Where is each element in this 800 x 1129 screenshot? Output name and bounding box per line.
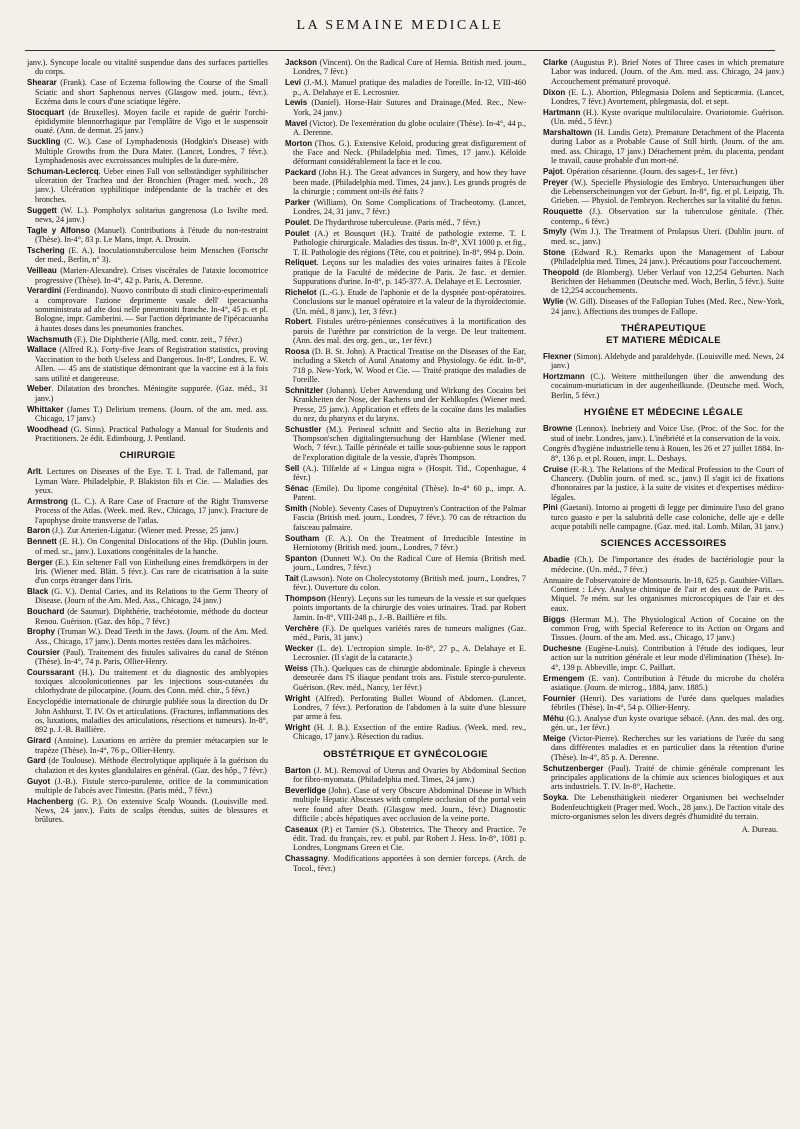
- entry-author: Weber: [27, 384, 52, 394]
- entry-author: Schustler: [285, 424, 322, 434]
- entry-text: (Henri). Des variations de l'urée dans quelques maladies fébriles (Thèse). In-4°, 54 p. Ollier-Henry.: [551, 693, 784, 713]
- entry-author: Bouchard: [27, 607, 65, 617]
- bibliography-entry: [285, 464, 526, 483]
- entry-author: Bennett: [27, 537, 57, 547]
- entry-text: (L. de). L'ectropion simple. In-8°, 27 p., A. Delahaye et E. Lecrosnier. (Il s'agit de la cataracte.): [293, 643, 526, 663]
- bibliography-entry: [27, 58, 268, 77]
- bibliography-entry: [285, 786, 526, 823]
- entry-text: (Edward R.). Remarks upon the Management of Labour (Philadelphia med. Times, 24 janv.). Précautions pour l'accouchement.: [551, 247, 784, 266]
- entry-author: Arlt: [27, 467, 41, 477]
- bibliography-entry: [27, 797, 268, 825]
- entry-text: Annuaire de l'observatoire de Montsouris. In-18, 625 p. Gauthier-Villars. Contient : Lévy. Analyse chimique de l'air et des eaux de Paris. — Miquel. 7e mém. sur les organismes microscopiques de l'air et des eaux.: [543, 575, 784, 613]
- entry-text: (Ch.). De l'importance des études de bactériologie pour la médecine. (Un. méd., 7 févr.): [551, 555, 784, 574]
- section-heading: HYGIÈNE ET MÉDECINE LÉGALE: [583, 407, 744, 419]
- entry-author: Wright: [285, 693, 311, 703]
- bibliography-entry: [285, 98, 526, 117]
- bibliography-entry: [543, 108, 784, 127]
- entry-author: Chassagny: [285, 854, 328, 864]
- entry-author: Cruise: [543, 464, 568, 474]
- entry-author: Veilleau: [27, 266, 57, 276]
- entry-text: (G.). Analyse d'un kyste ovarique sébacé. (Ann. des mal. des org. gén. ur., 1er févr.): [551, 713, 784, 733]
- entry-author: Hartmann: [543, 107, 581, 117]
- bibliography-entry: [285, 574, 526, 593]
- entry-text: (de Saumur). Diphthérie, trachéotomie, méthode du docteur Renou. Guérison. (Gaz. des hôp., 7 févr.): [35, 607, 268, 626]
- entry-text: (Vincent). On the Radical Cure of Hernia. British med. journ., Londres, 7 févr.): [293, 58, 526, 77]
- entry-text: (F.-R.). The Relations of the Medical Profession to the Court of Chancery. (Dublin journ. of med. sc., janv.) Il s'agit ici de fixations d'honoraires par la justice, à la suite de visites et d'expertises médico-légales.: [551, 464, 784, 502]
- entry-author: Armstrong: [27, 496, 68, 506]
- entry-author: Southam: [285, 533, 320, 543]
- entry-text: (Herman M.). The Physiological Action of Cocaine on the common Frog, with Special Reference to its Action on Organs and Tissues. (Journ. of the am. Med. ass., Chicago, 17 janv.): [551, 614, 784, 643]
- entry-author: Tagle y Alfonso: [27, 225, 91, 235]
- entry-author: Hortzmann: [543, 372, 585, 382]
- entry-author: Fournier: [543, 693, 576, 703]
- bibliography-entry: [543, 793, 784, 821]
- bibliography-entry: [543, 576, 784, 613]
- entry-text: (Victor). De l'exentération du globe oculaire (Thèse). In-4°, 44 p., A. Derenne.: [293, 118, 526, 137]
- bibliography-entry: [543, 352, 784, 371]
- entry-text: (G. Sims). Practical Pathology a Manual for Students and Practitioners. 2e édit. Edimbourg, J. Pentland.: [35, 424, 268, 444]
- entry-text: (Paul). Traité de chimie générale comprenant les principales applications de la chimie aux sciences biologiques et aux arts industriels. T. IV. In-8°, Hachette.: [551, 763, 784, 792]
- entry-text: (J. M.). Removal of Uterus and Ovaries by Abdominal Section for fibro-myomata. (Philadelphia med. Times, 24 janv.): [293, 765, 526, 785]
- entry-author: Wachsmuth: [27, 334, 73, 344]
- bibliography-entry: [27, 587, 268, 606]
- bibliography-entry: [27, 266, 268, 285]
- entry-author: Tait: [285, 573, 299, 583]
- entry-text: (D. B. St. John). A Practical Treatise on the Diseases of the Ear, including a Sketch of Aural Anatomy and Physiology. 6e édit. In-8°, 718 p. New-York, W. Wood et Cie. — Traité pratique des maladies de l'oreille.: [293, 346, 526, 384]
- entry-text: (Gaetani). Intorno ai progetti di legge per diminuire l'uso del grano turco guasto e per la salubrità delle case coloniche, delle aje e delle acque potabili nelle campagne. (Gaz. med. ital. Lomb. Milan, 31 janv.): [551, 503, 784, 532]
- entry-author: Soyka: [543, 793, 567, 803]
- entry-text: . Fistules urétro-péniennes consécutives à la mortification des parois de l'urèthre par constriction de la verge. De leur traitement. (Ann. des mal. des org. gen., ur., 1er févr.): [293, 317, 526, 346]
- bibliography-entry: [543, 503, 784, 531]
- entry-text: janv.). Syncope locale ou vitalité suspendue dans des surfaces partielles du corps.: [27, 58, 268, 77]
- entry-author: Brophy: [27, 627, 55, 637]
- entry-text: (E. H.). On Congenital Dislocations of the Hip. (Dublin journ. of med. sc., janv.). Luxations congénitales de la hanche.: [35, 537, 268, 556]
- entry-text: (J.-B.). Fistule sterco-purulente, orifice de la communication multiple de l'abcès avec l'intestin. (Paris méd., 7 févr.): [35, 776, 268, 795]
- entry-text: (Daniel). Horse-Hair Sutures and Drainage.(Med. Rec., New-York, 24 janv.): [293, 98, 526, 117]
- entry-author: Baron: [27, 526, 51, 536]
- entry-text: (H. J. B.). Exsection of the entire Radius. (Week. med. rev., Chicago, 17 janv.). Résection du radius.: [293, 723, 526, 742]
- entry-text: . Modifications apportées à son dernier forceps. (Arch. de Tocol., févr.): [293, 854, 526, 873]
- bibliography-entry: [543, 207, 784, 226]
- bibliography-entry: [27, 167, 268, 204]
- entry-author: Ermengem: [543, 673, 585, 683]
- entry-author: Verchère: [285, 623, 319, 633]
- bibliography-entry: [285, 347, 526, 384]
- entry-author: Shearar: [27, 78, 57, 88]
- section-heading: SCIENCES ACCESSOIRES: [600, 538, 727, 550]
- entry-author: Gard: [27, 756, 46, 766]
- bibliography-entry: [27, 558, 268, 586]
- entry-text: (E. van). Contribution à l'étude du microbe du choléra asiatique. (Journ. de microg., 1884, janv. 1885.): [551, 673, 784, 692]
- entry-text: (A.). Tilfælde af « Lingua nigra » (Hospit. Tid., Copenhague, 4 févr.): [293, 463, 526, 482]
- bibliography-entry: [285, 644, 526, 663]
- bibliography-entry: [285, 624, 526, 643]
- entry-author: Clarke: [543, 58, 568, 67]
- entry-author: Stone: [543, 247, 566, 257]
- entry-text: (E. L.). Abortion, Phlegmasia Dolens and Septicæmia. (Lancet, Londres, 7 févr.) Avortement, phlegmasia, dol. et sept.: [551, 87, 784, 106]
- entry-text: . Lectures on Diseases of the Eye. T. I. Trad. de l'allemand, par Lyman Ware. Philadelphie, P. Blakiston fils et Cie. — Maladies des yeux.: [35, 467, 268, 496]
- entry-text: (Alfred). Perforating Bullet Wound of Abdomen. (Lancet, Londres, 7 févr.). Perforation de l'abdomen à la suite d'une blessure par arme à feu.: [293, 693, 526, 722]
- entry-text: (L.-G.). Etude de l'aphonie et de la dyspnée post-opératoires. Conclusions sur le manuel opératoire et la valeur de la thyroïdectomie. (Un. méd., 8 janv.), 1er, 3 févr.): [293, 287, 526, 316]
- entry-text: (Alfred R.). Forty-five Jears of Registration statistics, proving Vaccination to the both Useless and Dangerous. In-8°, Londres, E. W. Allen. — 45 ans de statistique démontrant que la vaccine est à la fois sans utilité et dangereuse.: [35, 345, 268, 383]
- bibliography-entry: [543, 167, 784, 176]
- entry-author: Smith: [285, 503, 308, 513]
- bibliography-entry: [543, 644, 784, 672]
- bibliography-entry: [285, 317, 526, 345]
- entry-text: Encyclopédie internationale de chirurgie publiée sous la direction du Dr John Ashhurst. T. IV. Os et articulations. (Fractures, inflammations des os, luxations, maladies des articulations, résections et tumeurs). In-8°, 892 p. J.-B. Baillière.: [27, 697, 268, 735]
- entry-author: Wallace: [27, 345, 57, 355]
- bibliography-entry: [285, 504, 526, 532]
- bibliography-entry: [285, 664, 526, 692]
- bibliography-entry: [27, 137, 268, 165]
- entry-text: (C.). Weitere mittheilungen über die anwendung des cocainum-muriaticum in der augenheilkunde. (Deutsche med. Woch, Berlin, 5 févr.): [551, 372, 784, 400]
- entry-text: (F.). Die Diphtherie (Allg. med. contr. zeit., 7 févr.): [72, 334, 243, 344]
- entry-text: (G. V.). Dental Caries, and its Relations to the Germ Theory of Disease. (Journ of the Am. Med. Ass., Chicago, 24 janv.): [35, 587, 268, 606]
- bibliography-entry: [285, 288, 526, 316]
- entry-text: (M.). Perineal schnitt and Sectio alta in Beziehung zur Thompson'schen digitalingtersuchung der Harnblase (Wiener med. Woch, 7 févr.). Taille périnéale et taille sous-pubienne sous le rapport de l'exploration digitale de la vessie, d'après Thompson.: [293, 424, 526, 462]
- entry-text: (Augustus P.). Brief Notes of Three cases in which premature Labor was induced. (Journ. of the Am. med. ass. Chicago, 24 janv.) Accouchement prématuré provoqué.: [551, 58, 784, 86]
- bibliography-entry: [27, 246, 268, 265]
- bibliography-entry: [285, 58, 526, 77]
- entry-author: Marshaltown: [543, 127, 592, 137]
- entry-author: Tschering: [27, 246, 65, 256]
- bibliography-entry: [543, 58, 784, 86]
- entry-text: (F. A.). On the Treatment of Irreducible Intestine in Herniotomy (British med. journ., Londres, 7 févr.): [293, 533, 526, 552]
- entry-author: Poulet: [285, 218, 310, 227]
- bibliography-entry: [543, 128, 784, 165]
- bibliography-entry: [285, 854, 526, 873]
- entry-text: . Die Lebensthätigkeit niederer Organismen bei wechselnder Bodenfeuchtigkeit (Prager med. Woch., 28 janv.). De l'action vitale des micro-organismes selon les divers degrés d'humidité du terrain.: [551, 793, 784, 821]
- entry-author: Wecker: [285, 643, 314, 653]
- bibliography-entry: [285, 218, 526, 227]
- header-rule: [25, 50, 775, 51]
- entry-author: Reliquet: [285, 258, 317, 268]
- entry-author: Richelot: [285, 287, 317, 297]
- entry-text: (de Toulouse). Méthode électrolytique appliquée à la guérison du chalazion et des kystes glandulaires en général. (Gaz. des hôp., 7 févr.): [35, 756, 268, 775]
- bibliography-entry: [27, 607, 268, 626]
- entry-text: (L. C.). A Rare Case of Fracture of the Right Transverse Process of the Atlas. (Week. med. Rev., Chicago, 17 janv.). Fracture de l'apophyse droite transverse de l'atlas.: [35, 496, 268, 525]
- section-heading: OBSTÉTRIQUE ET GYNÉCOLOGIE: [323, 748, 488, 760]
- entry-text: (Manuel). Contributions à l'étude du non-restraint (Thèse). In-4°, 83 p. Le Mans, impr. A. Drouin.: [35, 225, 268, 245]
- bibliography-entry: [285, 139, 526, 167]
- entry-author: Pini: [543, 503, 558, 513]
- entry-text: (William). On Some Complications of Tracheotomy. (Lancet, Londres, 24, 31 janv., 7 févr.): [293, 197, 526, 217]
- entry-text: (de Bruxelles). Moyen facile et rapide de guérir l'orchi-épididymite blennorrhagique par l'emplâtre de Vigo et le suspensoir ouaté. (Ann. de dermat. 25 janv.): [35, 107, 268, 136]
- entry-author: Sénac: [285, 483, 309, 493]
- entry-text: (Paul). Traitement des fistules salivaires du canal de Sténon (Thèse). In-4°, 74 p. Paris, Ollier-Henry.: [35, 647, 268, 666]
- bibliography-entry: [285, 694, 526, 722]
- entry-text: (Dunnett W.). On the Radical Cure of Hernia (British med. journ., Londres, 7 févr.): [293, 553, 526, 573]
- entry-author: Sell: [285, 463, 300, 473]
- entry-author: Weiss: [285, 663, 308, 673]
- bibliography-entry: [27, 206, 268, 225]
- bibliography-entry: [285, 766, 526, 785]
- bibliography-entry: [27, 526, 268, 535]
- bibliography-entry: [285, 534, 526, 553]
- entry-author: Wylie: [543, 297, 564, 307]
- bibliography-entry: [543, 424, 784, 443]
- entry-author: Spanton: [285, 553, 317, 563]
- bibliography-entry: [543, 227, 784, 246]
- entry-text: . Dilatation des bronches. Méningite suppurée. (Gaz. méd., 31 janv.): [35, 384, 268, 403]
- bibliography-entry: [543, 444, 784, 463]
- entry-text: (John). Case of very Obscure Abdominal Disease in Which multiple Hepatic Abscesses with complete occlusion of the portal vein were found after Death. (Glasgow med. Journ., févr.) Diagnostic difficile ; abcès hépatiques avec occlusion de la veine porte.: [293, 785, 526, 823]
- entry-text: (H.). Du traitement et du diagnostic des amblyopies toxiques alcoolonicotiennes par les injections sous-cutanées du chlorhydrate de pilocarpine. (Journ. des Conn. méd. chir., 5 févr.): [35, 667, 268, 696]
- bibliography-entry: [27, 108, 268, 136]
- entry-text: (Thos. G.). Extensive Keloid, producing great disfigurement of the Face and Neck. (Philadelphia med. Times, 17 janv.). Kéloïde déformant considérablement la face et le cou.: [293, 138, 526, 167]
- entry-author: Suggett: [27, 205, 57, 215]
- bibliography-entry: [543, 297, 784, 316]
- entry-author: Guyot: [27, 776, 51, 786]
- bibliography-entry: [285, 229, 526, 257]
- bibliography-entry: [285, 198, 526, 217]
- bibliography-entry: [543, 555, 784, 574]
- entry-author: Courssarant: [27, 667, 75, 677]
- entry-author: Schutzenberger: [543, 763, 604, 773]
- entry-author: Levi: [285, 78, 302, 88]
- entry-text: (J.). Observation sur la tuberculose génitale. (Thér. contemp., 6 févr.): [551, 207, 784, 226]
- author-signature: A. Dureau.: [741, 825, 778, 835]
- entry-author: Berger: [27, 557, 53, 567]
- entry-text: (P.) et Tarnier (S.). Obstetrics. The Theory and Practice. 7e édit. Trad. du français, rev. et publ. par Robert J. Hess. In-8°, 1081 p. Londres, Longmans Green et Cie.: [293, 824, 526, 853]
- entry-author: Woodhead: [27, 424, 68, 434]
- entry-author: Schuman-Leclercq: [27, 166, 99, 176]
- bibliography-entry: [27, 405, 268, 424]
- bibliography-entry: [27, 627, 268, 646]
- entry-author: Flexner: [543, 351, 572, 361]
- entry-author: Whittaker: [27, 404, 64, 414]
- entry-author: Lewis: [285, 98, 308, 108]
- entry-text: (Marien-Alexandre). Crises viscérales de l'ataxie locomotrice progressive (Thèse). In-4°, 42 p. Paris, A. Derenne.: [35, 266, 268, 285]
- entry-author: Duchesne: [543, 644, 582, 654]
- bibliography-entry: [543, 764, 784, 792]
- entry-text: (E.). Ein seltener Fall von Einheilung eines fremdkörpers in der Iris. (Wiener med. Blätt. 5 févr.). Cas rare de cicatrisation à la suite d'un corps étranger dans l'iris.: [35, 557, 268, 586]
- bibliography-entry: [285, 168, 526, 196]
- entry-text: (F.). De quelques variétés rares de tumeurs malignes (Gaz. méd., Paris, 31 janv.): [293, 623, 526, 642]
- bibliography-entry: [543, 734, 784, 762]
- entry-author: Stocquart: [27, 107, 65, 117]
- bibliography-entry: [27, 384, 268, 403]
- entry-text: . De l'hydarthrose tuberculeuse. (Paris méd., 7 févr.): [309, 218, 481, 227]
- entry-author: Robert: [285, 317, 311, 327]
- bibliography-entry: [27, 335, 268, 344]
- bibliography-entry: [285, 554, 526, 573]
- entry-author: Suckling: [27, 137, 61, 147]
- bibliography-entry: [543, 88, 784, 107]
- entry-text: (Victor-Pierre). Recherches sur les variations de l'urée du sang dans différentes maladies et en particulier dans la rétention d'urine (Thèse). In-4°, 85 p. A. Derenne.: [551, 734, 784, 762]
- entry-author: Girard: [27, 736, 52, 746]
- entry-text: (Simon). Aldehyde and paraldehyde. (Louisville med. News, 24 janv.): [551, 351, 784, 371]
- entry-author: Mavel: [285, 118, 308, 128]
- bibliography-entry: [543, 372, 784, 400]
- entry-text: (W. L.). Pompholyx solitarius gangrenosa (Lo Isvilte med. news, 24 janv.): [35, 205, 268, 224]
- entry-author: Browne: [543, 424, 573, 434]
- entry-author: Rouquette: [543, 207, 583, 217]
- entry-author: Poulet: [285, 228, 310, 238]
- bibliography-entry: [27, 537, 268, 556]
- column-middle: [285, 58, 526, 1120]
- bibliography-entry: [543, 268, 784, 296]
- entry-author: Theopold: [543, 267, 579, 277]
- bibliography-entry: [285, 258, 526, 286]
- entry-author: Méhu: [543, 713, 564, 723]
- entry-author: Wright: [285, 723, 311, 733]
- section-heading: THÉRAPEUTIQUE ET MATIERE MÉDICALE: [606, 322, 721, 346]
- entry-author: Packard: [285, 168, 317, 178]
- bibliography-entry: [543, 714, 784, 733]
- entry-text: (J.). Zur Arterien-Ligatur. (Wiener med. Presse, 25 janv.): [50, 526, 239, 536]
- entry-author: Pajot: [543, 166, 563, 176]
- bibliography-entry: [543, 674, 784, 693]
- entry-text: (Emile). Du lipome congénital (Thèse). In-4° 60 p., impr. A. Parent.: [293, 483, 526, 503]
- bibliography-entry: [27, 286, 268, 333]
- bibliography-entry: [285, 386, 526, 423]
- bibliography-entry: [285, 594, 526, 622]
- entry-text: (Noble). Seventy Cases of Dupuytren's Contraction of the Palmar Fascia (British med. journ., Londres, 7 févr.). 70 cas de rétraction du faisceau palmaire.: [293, 503, 526, 532]
- entry-author: Caseaux: [285, 824, 318, 834]
- entry-author: Black: [27, 587, 49, 597]
- entry-text: (Ferdinando). Nuovo contributo di studi clinico-esperimentali a comprovare l'azione deprimente vasale dell' ipecacuanha somministrata ad alte dosi nelle pneumoniti franche. In-4°, 45 p. et pl. Bologne, impr. Gamberini. — Sur l'action déprimante de l'ipécacuanha à hautes doses dans les pneumonies franches.: [35, 286, 268, 333]
- bibliography-entry: [27, 736, 268, 755]
- entry-author: Thompson: [285, 594, 326, 604]
- entry-text: (Henry). Leçons sur les tumeurs de la vessie et sur quelques points importants de la chirurgie des voies urinaires. Trad. par Robert Jamin. In-8°, VIII-248 p., J.-B. Baillière et fils.: [293, 594, 526, 622]
- entry-text: (E. A.). Inoculationstuberculose beim Menschen (Fortschr der med., Berlin, n° 3).: [35, 246, 268, 265]
- entry-text: (Eugène-Louis). Contribution à l'étude des iodiques, leur action sur la nutrition générale et leur mode d'élimination (Thèse). In-4°, 139 p. Abbeville, impr. C. Paillart.: [551, 644, 784, 672]
- bibliography-entry: [285, 723, 526, 742]
- bibliography-entry: [543, 178, 784, 206]
- entry-author: Biggs: [543, 614, 566, 624]
- bibliography-entry: [543, 694, 784, 713]
- bibliography-entry: [27, 697, 268, 734]
- entry-author: Hachenberg: [27, 796, 74, 806]
- bibliography-entry: [27, 78, 268, 106]
- bibliography-entry: [27, 345, 268, 382]
- entry-author: Barton: [285, 765, 311, 775]
- bibliography-entry: [543, 465, 784, 502]
- entry-author: Meige: [543, 734, 566, 744]
- entry-text: (G. P.). On extensive Scalp Wounds. (Louisville med. News, 24 janv.). Faits de scalps étendus, suites de blessures et brûlures.: [35, 796, 268, 825]
- entry-text: (Frank). Case of Eczema following the Course of the Small Sciatic and short Saphenous nerves (Glasgow med. journ., févr.). Eczéma dans le cours d'une sciatique légère.: [35, 78, 268, 106]
- entry-text: (C. W.). Case of Lymphadenosis (Hodgkin's Disease) with Multiple Growths from the Dura Mater. (Lancet, Londres, 7 févr.). Lymphadenosis avec excroissances multiples de la dure-mère.: [35, 137, 268, 165]
- entry-text: (H. Landis Getz). Premature Detachment of the Placenta during Labor as a Probable Cause of Still birth. (Journ. of the am. med. ass. Chicago, 17 janv.) Détachement prém. du placenta, pendant le travail, cause probable d'un mort-né.: [551, 127, 784, 165]
- column-right: [543, 58, 784, 1120]
- entry-text: (Johann). Ueber Anwendung und Wirkung des Cocains bei Krankheiten der Nose, der Rachens und der Kehlkopfes (Wiener med. Presse, 25 janv.). Application et effets de la cocaïne dans les maladies du nez, du pharynx et du larynx.: [293, 385, 526, 423]
- entry-text: (James T.) Delirium tremens. (Journ. of the am. med. ass. Chicago, 17 janv.): [35, 404, 268, 423]
- entry-text: (Wm J.). The Treatment of Prolapsus Uteri. (Dublin journ. of med. sc., janv.): [551, 227, 784, 246]
- entry-text: (John H.). The Great advances in Surgery, and how they have been made. (Philadelphia med. Times, 24 janv.). Les grands progrès de la chirurgie ; comment ont-ils été faits ?: [293, 168, 526, 196]
- entry-text: (de Blomberg). Ueber Verlauf von 12,254 Geburten. Nach Berichten der Hebammen (Deutsche med. Woch, Berlin, 5 févr.). Suite de 12,254 accouchements.: [551, 267, 784, 296]
- bibliography-entry: [27, 648, 268, 667]
- bibliography-entry: [27, 425, 268, 444]
- bibliography-entry: [285, 825, 526, 853]
- entry-author: Parker: [285, 197, 310, 207]
- bibliography-entry: [285, 119, 526, 138]
- bibliography-entry: [285, 484, 526, 503]
- entry-text: (H.). Kyste ovarique multiloculaire. Ovariotomie. Guérison. (Un. méd., 5 févr.): [551, 107, 784, 127]
- entry-text: . Ueber einen Fall von selbständiger syphilitischer ulceration der Trachea und der Bronchien (Prager med. woch., 28 janv.). Ulcération syphilitique indépendante de la trachée et des bronches.: [35, 166, 268, 204]
- entry-author: Smyly: [543, 227, 567, 237]
- entry-author: Roosa: [285, 346, 310, 356]
- bibliography-entry: [27, 226, 268, 245]
- bibliography-entry: [27, 668, 268, 696]
- bibliography-entry: [285, 425, 526, 462]
- entry-author: Dixon: [543, 87, 566, 97]
- running-head: LA SEMAINE MEDICALE: [296, 18, 504, 33]
- bibliography-entry: [27, 467, 268, 495]
- entry-text: Congrès d'hygiène industrielle tenu à Rouen, les 26 et 27 juillet 1884. In-8°, 136 p. et pl. Rouen, impr. L. Deshays.: [543, 444, 784, 463]
- entry-author: Coursier: [27, 647, 60, 657]
- entry-text: (Th.). Quelques cas de chirurgie abdominale. Epingle à cheveux demeurée dans l'S iliaque pendant trois ans. Fistule sterco-purulente. Guérison. (Rev. méd., Nancy, 1er févr.): [293, 663, 526, 692]
- entry-author: Schnitzler: [285, 385, 324, 395]
- column-left: [27, 58, 268, 1120]
- bibliography-entry: [27, 497, 268, 525]
- bibliography-entry: [543, 615, 784, 643]
- entry-text: (A.) et Bousquet (H.). Traité de pathologie externe. T. I. Pathologie chirurgicale. Maladies des tissus. In-8°, XVI 1000 p. et fig., T. II. Pathologie des régions (Tête, cou et poitrine). In-8°, 994 p. Doin.: [293, 228, 526, 257]
- entry-text: (W.). Specielle Physiologie des Embryo. Untersuchungen über die Lebenserscheinungen vor der Geburt. In-8°, fig. et pl. Leipzig, Th. Grieben. — Physiol. de l'embryon. Recherches sur la vitalité du fœtus.: [551, 177, 784, 206]
- bibliography-entry: [543, 248, 784, 267]
- entry-text: (Lawson). Note on Cholecystotomy (British med. journ., Londres, 7 févr.). Ouverture du colon.: [293, 573, 526, 593]
- bibliography-entry: [27, 756, 268, 775]
- entry-author: Beverlidge: [285, 785, 326, 795]
- section-heading: CHIRURGIE: [119, 450, 176, 462]
- entry-text: (J.-M.). Manuel pratique des maladies de l'oreille. In-12, VIII-460 p., A. Delahaye et E. Lecrosnier.: [293, 78, 526, 97]
- entry-author: Preyer: [543, 177, 568, 187]
- entry-author: Verardini: [27, 286, 62, 296]
- entry-text: (Antoine). Luxations en arrière du premier métacarpien sur le trapèze (Thèse). In-4°, 76 p., Ollier-Henry.: [35, 736, 268, 755]
- entry-text: (Lennox). Inebriety and Voice Use. (Proc. of the Soc. for the stud of inebr. Londres, janv.). L'inébriété et la conservation de la voix.: [551, 424, 784, 443]
- bibliography-entry: [27, 777, 268, 796]
- entry-text: . Leçons sur les maladies des voies urinaires faites à l'Ecole pratique de la Faculté de médecine de Paris. 2e fasc. et dernier. Suppurations d'urine. In-8°, p. 145-377. A. Delahaye et E. Lecrosnier.: [293, 258, 526, 287]
- entry-author: Morton: [285, 138, 313, 148]
- entry-text: (W. Gill). Diseases of the Fallopian Tubes (Med. Rec., New-York, 24 janv.). Affections des trompes de Fallope.: [551, 297, 784, 316]
- entry-text: (Truman W.). Dead Teeth in the Jaws. (Journ. of the Am. Med. Ass., Chicago, 17 janv.). Dents mortes restées dans les mâchoires.: [35, 627, 268, 646]
- entry-author: Abadie: [543, 555, 570, 565]
- entry-text: . Opération césarienne. (Journ. des sages-f., 1er févr.): [562, 166, 738, 176]
- entry-author: Jackson: [285, 58, 318, 67]
- bibliography-entry: [285, 78, 526, 97]
